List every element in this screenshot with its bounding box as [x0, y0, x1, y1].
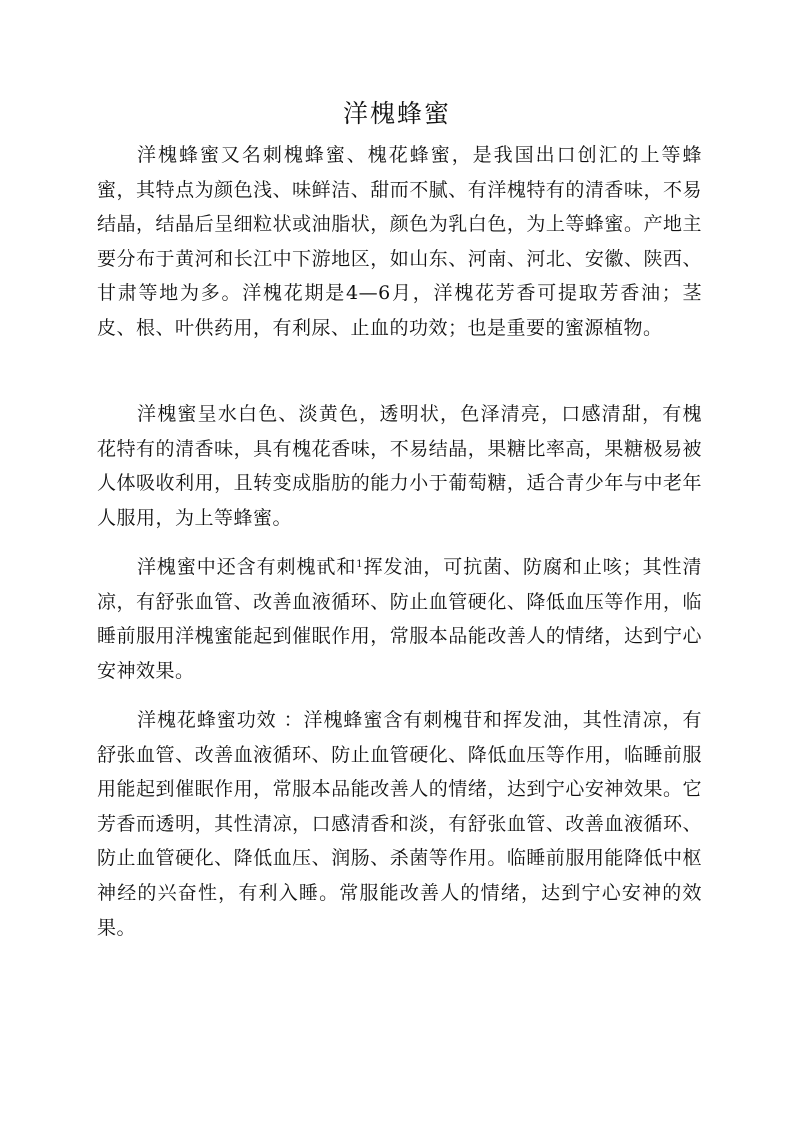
paragraph-efficacy: 洋槐花蜂蜜功效 ：洋槐蜂蜜含有刺槐苷和挥发油，其性清凉，有舒张血管、改善血液循环、防止血管硬化、降低血压等作用，临睡前服用能起到催眠作用，常服本品能改善人的情绪，达到宁心安神效果。它芳香而透明，其性清凉，口感清香和淡，有舒张血管、改善血液循环、防止血管硬化、降低血压、润肠、杀菌等作用。临睡前服用能降低中枢神经的兴奋性，有利入睡。常服能改善人的情绪，达到宁心安神的效果。: [97, 709, 702, 939]
paragraph-components-text-b: 挥发油，可抗菌、防腐和止咳；其性清凉，有舒张血管、改善血液循环、防止血管硬化、降低血压等作用，临睡前服用洋槐蜜能起到催眠作用，常服本品能改善人的情绪，达到宁心安神效果。: [97, 556, 702, 682]
footnote-mark: 1: [356, 559, 364, 570]
paragraph-intro: 洋槐蜂蜜又名刺槐蜂蜜、槐花蜂蜜，是我国出口创汇的上等蜂蜜，其特点为颜色浅、味鲜洁、甜而不腻、有洋槐特有的清香味，不易结晶，结晶后呈细粒状或油脂状，颜色为乳白色，为上等蜂蜜。产地主要分布于黄河和长江中下游地区，如山东、河南、河北、安徽、陕西、甘肃等地为多。洋槐花期是4—6月，洋槐花芳香可提取芳香油；茎皮、根、叶供药用，有利尿、止血的功效；也是重要的蜜源植物。: [97, 144, 702, 339]
paragraph-components-text-a: 洋槐蜜中还含有刺槐甙和: [137, 556, 357, 578]
paragraph-components: [97, 550, 702, 688]
paragraph-characteristics: 洋槐蜜呈水白色、淡黄色，透明状，色泽清亮，口感清甜，有槐花特有的清香味，具有槐花香味，不易结晶，果糖比率高，果糖极易被人体吸收利用，且转变成脂肪的能力小于葡萄糖，适合青少年与中老年人服用，为上等蜂蜜。: [97, 403, 702, 529]
page-title: 洋槐蜂蜜: [342, 99, 451, 128]
